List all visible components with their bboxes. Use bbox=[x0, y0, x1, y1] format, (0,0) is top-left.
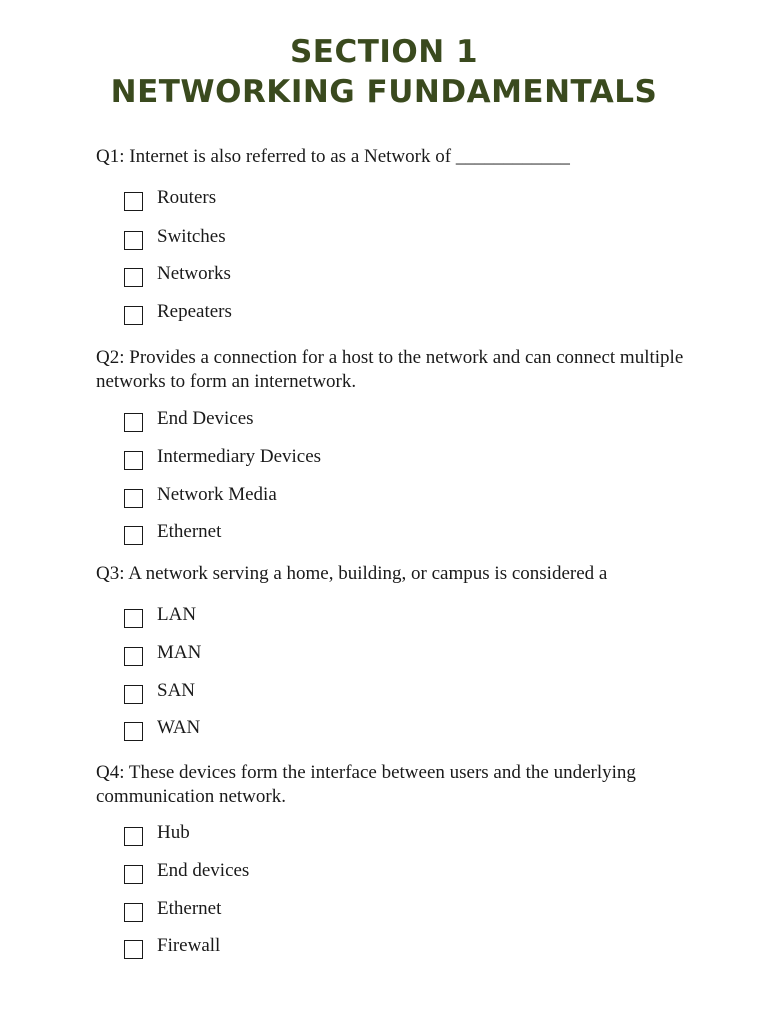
option-label: Ethernet bbox=[157, 521, 222, 542]
question-3: Q3: A network serving a home, building, or campus is considered a bbox=[96, 563, 608, 584]
option-label: Routers bbox=[157, 187, 217, 208]
checkbox[interactable] bbox=[124, 827, 143, 846]
answer-option[interactable] bbox=[124, 642, 202, 668]
checkbox[interactable] bbox=[124, 451, 143, 470]
section-number: SECTION 1 bbox=[289, 34, 479, 70]
option-label: MAN bbox=[157, 642, 202, 663]
checkbox[interactable] bbox=[124, 231, 143, 250]
checkbox[interactable] bbox=[124, 609, 143, 628]
option-label: Repeaters bbox=[157, 301, 232, 322]
checkbox[interactable] bbox=[124, 647, 143, 666]
checkbox[interactable] bbox=[124, 940, 143, 959]
answer-option[interactable] bbox=[124, 860, 250, 886]
checkbox[interactable] bbox=[124, 526, 143, 545]
option-label: Switches bbox=[157, 226, 226, 247]
option-label: SAN bbox=[157, 680, 196, 701]
option-label: End devices bbox=[157, 860, 250, 881]
checkbox[interactable] bbox=[124, 685, 143, 704]
option-label: Intermediary Devices bbox=[157, 446, 322, 467]
checkbox[interactable] bbox=[124, 192, 143, 211]
answer-option[interactable] bbox=[124, 408, 254, 434]
option-label: Ethernet bbox=[157, 898, 222, 919]
question-4: Q4: These devices form the interface between users and the underlying communication network. bbox=[96, 762, 636, 807]
checkbox[interactable] bbox=[124, 268, 143, 287]
answer-option[interactable] bbox=[124, 263, 231, 289]
answer-option[interactable] bbox=[124, 822, 190, 848]
answer-option[interactable] bbox=[124, 604, 197, 630]
answer-option[interactable] bbox=[124, 226, 226, 252]
answer-option[interactable] bbox=[124, 717, 201, 743]
answer-option[interactable] bbox=[124, 898, 222, 924]
option-label: LAN bbox=[157, 604, 197, 625]
option-label: Network Media bbox=[157, 484, 277, 505]
option-label: End Devices bbox=[157, 408, 254, 429]
question-2: Q2: Provides a connection for a host to the network and can connect multiple networks to form an internetwork. bbox=[96, 347, 684, 392]
section-title: NETWORKING FUNDAMENTALS bbox=[110, 74, 658, 110]
checkbox[interactable] bbox=[124, 903, 143, 922]
checkbox[interactable] bbox=[124, 489, 143, 508]
answer-option[interactable] bbox=[124, 521, 222, 547]
option-label: Hub bbox=[157, 822, 190, 843]
option-label: Firewall bbox=[157, 935, 221, 956]
answer-option[interactable] bbox=[124, 301, 232, 327]
answer-option[interactable] bbox=[124, 446, 322, 472]
section-header bbox=[0, 32, 768, 112]
answer-option[interactable] bbox=[124, 484, 277, 510]
question-1: Q1: Internet is also referred to as a Network of ____________ bbox=[96, 146, 570, 167]
checkbox[interactable] bbox=[124, 722, 143, 741]
option-label: WAN bbox=[157, 717, 201, 738]
answer-option[interactable] bbox=[124, 680, 196, 706]
answer-option[interactable] bbox=[124, 935, 221, 961]
answer-option[interactable] bbox=[124, 187, 217, 213]
option-label: Networks bbox=[157, 263, 231, 284]
checkbox[interactable] bbox=[124, 306, 143, 325]
checkbox[interactable] bbox=[124, 865, 143, 884]
checkbox[interactable] bbox=[124, 413, 143, 432]
